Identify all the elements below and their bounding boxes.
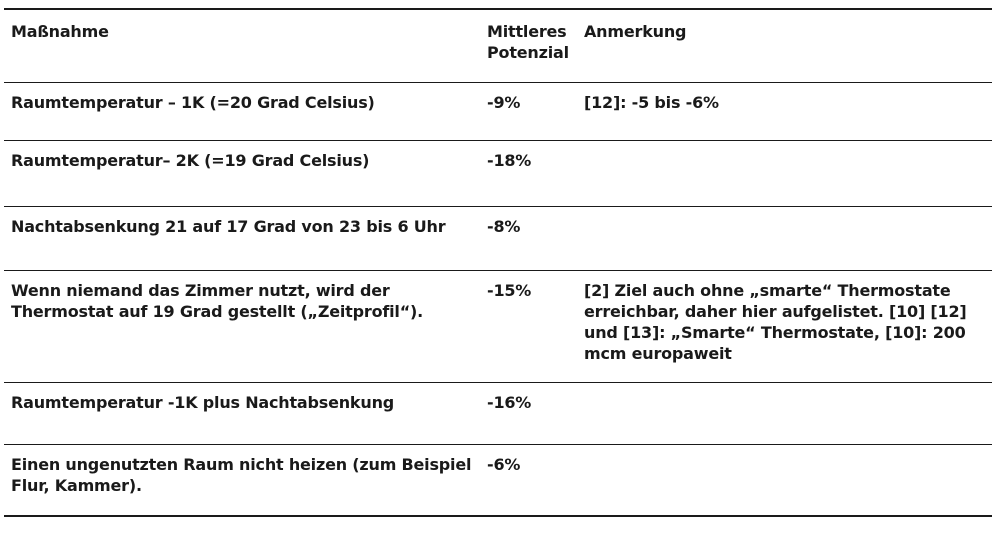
cell-potential: -9% [480, 82, 577, 140]
table-row [4, 140, 992, 206]
header-note: Anmerkung [577, 9, 992, 82]
cell-potential: -16% [480, 382, 577, 444]
header-potential: Mittleres Potenzial [480, 9, 577, 82]
cell-potential: -6% [480, 444, 577, 516]
cell-measure: Raumtemperatur – 1K (=20 Grad Celsius) [4, 82, 480, 140]
cell-measure: Nachtabsenkung 21 auf 17 Grad von 23 bis 6 Uhr [4, 206, 480, 270]
cell-note [577, 444, 992, 516]
cell-note [577, 382, 992, 444]
table-row [4, 382, 992, 444]
cell-measure: Raumtemperatur– 2K (=19 Grad Celsius) [4, 140, 480, 206]
cell-note [577, 206, 992, 270]
cell-note: [12]: -5 bis -6% [577, 82, 992, 140]
cell-measure: Raumtemperatur -1K plus Nachtabsenkung [4, 382, 480, 444]
cell-potential: -8% [480, 206, 577, 270]
table-row [4, 82, 992, 140]
cell-measure: Einen ungenutzten Raum nicht heizen (zum Beispiel Flur, Kammer). [4, 444, 480, 516]
measures-table [4, 8, 992, 517]
cell-measure: Wenn niemand das Zimmer nutzt, wird der Thermostat auf 19 Grad gestellt („Zeitprofil“). [4, 270, 480, 382]
table-row [4, 270, 992, 382]
cell-note: [2] Ziel auch ohne „smarte“ Thermostate erreichbar, daher hier aufgelistet. [10] [12] und [13]: „Smarte“ Thermostate, [10]: 200 mcm europaweit [577, 270, 992, 382]
table-header-row [4, 9, 992, 82]
table-row [4, 444, 992, 516]
table-row [4, 206, 992, 270]
cell-potential: -18% [480, 140, 577, 206]
cell-note [577, 140, 992, 206]
header-measure: Maßnahme [4, 9, 480, 82]
cell-potential: -15% [480, 270, 577, 382]
